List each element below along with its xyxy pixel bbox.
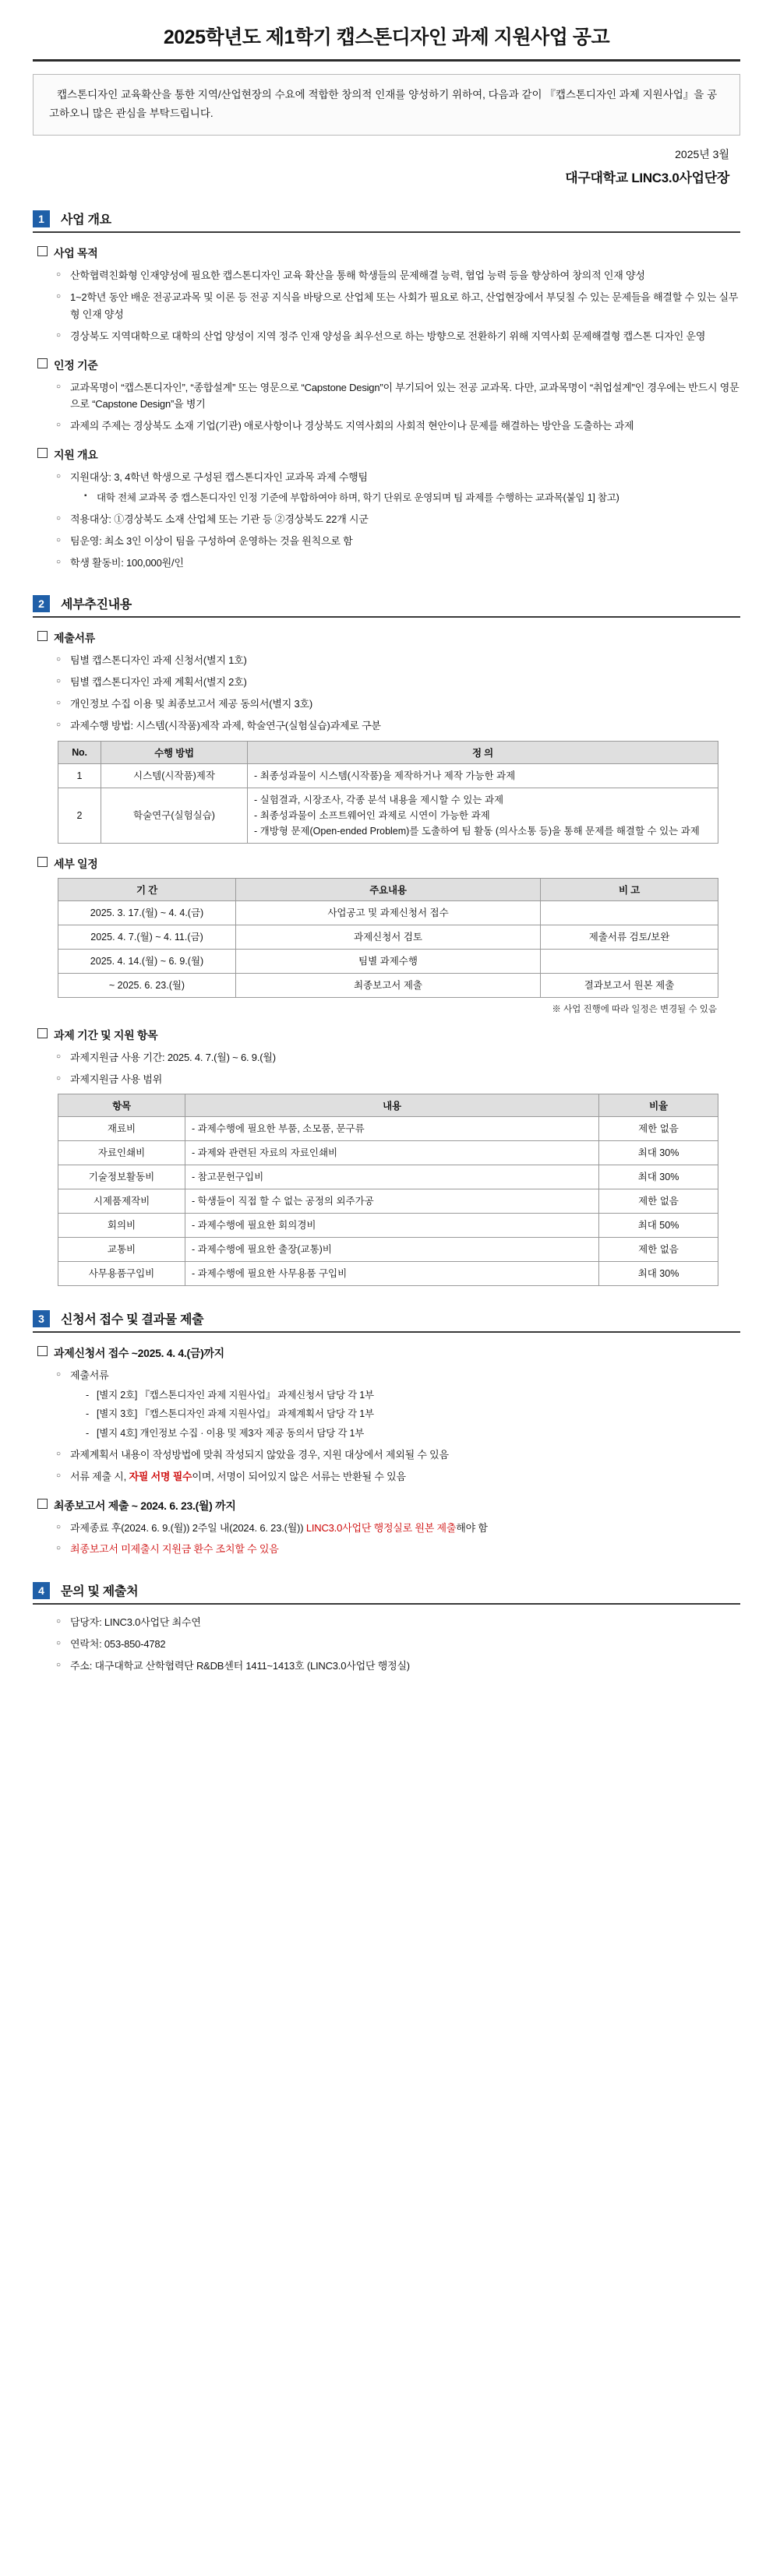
section-number-4: 4	[33, 1582, 50, 1599]
support-list	[33, 469, 740, 571]
table-cell: - 과제수행에 필요한 사무용품 구입비	[185, 1262, 599, 1286]
list-item: ○ 교과목명이 “캡스톤디자인”, “종합설계” 또는 영문으로 “Capstone Design”이 부기되어 있는 전공 교과목. 다만, 교과목명이 “취업설계”인 경우에는 반드시 영문으로 “Capstone Design”을 병기	[56, 379, 740, 414]
table-cell: 최대 30%	[599, 1262, 718, 1286]
section-heading-4	[33, 1581, 740, 1605]
list-item-text: 지원대상: 3, 4학년 학생으로 구성된 캡스톤디자인 교과목 과제 수행팀	[70, 471, 368, 484]
table-header-row	[58, 878, 718, 900]
table-cell: 회의비	[58, 1214, 185, 1238]
column-header: 내용	[185, 1094, 599, 1117]
list-item	[56, 1367, 740, 1442]
column-header: 기 간	[58, 878, 236, 900]
table-cell	[248, 788, 718, 843]
intro-text: 캡스톤디자인 교육확산을 통한 지역/산업현장의 수요에 적합한 창의적 인재를 양성하기 위하여, 다음과 같이 『캡스톤디자인 과제 지원사업』을 공고하오니 많은 관심을 부탁드립니다.	[49, 89, 718, 119]
list-item	[56, 469, 740, 506]
list-item: ○ 1~2학년 동안 배운 전공교과목 및 이론 등 전공 지식을 바탕으로 산업체 또는 사회가 필요로 하고, 산업현장에서 부딪칠 수 있는 문제들을 해결할 수 있는 실무형 인재 양성	[56, 289, 740, 323]
table-cell: 재료비	[58, 1117, 185, 1141]
section-title-4: 문의 및 제출처	[61, 1585, 139, 1599]
list-item: ○ 연락처: 053-850-4782	[56, 1636, 740, 1653]
schedule-note: ※ 사업 진행에 따라 일정은 변경될 수 있음	[552, 1004, 717, 1014]
table-cell: - 참고문헌구입비	[185, 1165, 599, 1189]
section-title-2: 세부추진내용	[61, 598, 132, 612]
table-cell: 사무용품구입비	[58, 1262, 185, 1286]
subheading-purpose-label: 사업 목적	[54, 247, 98, 260]
table-cell: 최대 30%	[599, 1165, 718, 1189]
list-item: ○ 과제계획서 내용이 작성방법에 맞춰 작성되지 않았을 경우, 지원 대상에서 제외될 수 있음	[56, 1447, 740, 1464]
table-row	[58, 1262, 718, 1286]
list-item: ○ 팀운영: 최소 3인 이상이 팀을 구성하여 운영하는 것을 원칙으로 함	[56, 533, 740, 550]
final-report-highlight: LINC3.0사업단 행정실로 원본 제출	[305, 1521, 457, 1534]
column-header: No.	[58, 741, 101, 763]
list-item: ○ 산학협력친화형 인재양성에 필요한 캡스톤디자인 교육 확산을 통해 학생들의 문제해결 능력, 협업 능력 등을 향상하여 창의적 인재 양성	[56, 267, 740, 284]
list-item: ○ 서류 제출 시, 자필 서명 필수이며, 서명이 되어있지 않은 서류는 반환될 수 있음	[56, 1468, 740, 1485]
table-cell: - 학생들이 직접 할 수 없는 공정의 외주가공	[185, 1189, 599, 1214]
table-header-row	[58, 1094, 718, 1117]
subheading-period	[37, 1027, 740, 1043]
list-item-text: 제출서류	[70, 1369, 109, 1382]
list-item: ○ 주소: 대구대학교 산학협력단 R&DB센터 1411~1413호 (LINC3.0사업단 행정실)	[56, 1658, 740, 1675]
list-item: ○ 팀별 캡스톤디자인 과제 계획서(별지 2호)	[56, 674, 740, 691]
purpose-list	[33, 267, 740, 344]
column-header: 항목	[58, 1094, 185, 1117]
column-header: 정 의	[248, 741, 718, 763]
subheading-documents	[37, 630, 740, 646]
table-cell: 1	[58, 763, 101, 788]
list-item: ○ 과제지원금 사용 기간: 2025. 4. 7.(월) ~ 6. 9.(월)	[56, 1049, 740, 1066]
subheading-period-label: 과제 기간 및 지원 항목	[54, 1028, 158, 1041]
table-cell: 제한 없음	[599, 1189, 718, 1214]
list-item: ○ 과제의 주제는 경상북도 소재 기업(기관) 애로사항이나 경상북도 지역사회의 사회적 현안이나 문제를 해결하는 방안을 도출하는 과제	[56, 418, 740, 435]
period-list	[33, 1049, 740, 1088]
table-cell: ~ 2025. 6. 23.(월)	[58, 973, 236, 997]
list-item: ○ 학생 활동비: 100,000원/인	[56, 555, 740, 572]
table-cell: 제출서류 검토/보완	[541, 925, 718, 949]
table-cell: - 과제수행에 필요한 출장(교통)비	[185, 1238, 599, 1262]
square-bullet-icon	[37, 1028, 48, 1038]
criteria-list	[33, 379, 740, 435]
schedule-table	[58, 878, 718, 998]
table-cell: - 과제와 관련된 자료의 자료인쇄비	[185, 1141, 599, 1165]
table-cell-line: - 최종성과물이 시스템(시작품)을 제작하거나 제작 가능한 과제	[254, 770, 516, 781]
table-cell: 최종보고서 제출	[236, 973, 541, 997]
subheading-schedule	[37, 856, 740, 872]
table-cell: 사업공고 및 과제신청서 접수	[236, 900, 541, 925]
budget-table	[58, 1094, 718, 1286]
square-bullet-icon	[37, 631, 48, 641]
documents-list	[33, 652, 740, 734]
section-number-3: 3	[33, 1310, 50, 1327]
table-row	[58, 1189, 718, 1214]
subheading-schedule-label: 세부 일정	[54, 857, 98, 870]
list-item: ▪ 대학 전체 교과목 중 캡스톤디자인 인정 기준에 부합하여야 하며, 학기 단위로 운영되며 팀 과제를 수행하는 교과목(붙임 1] 참고)	[84, 490, 740, 506]
table-cell: 팀별 과제수행	[236, 949, 541, 973]
table-row	[58, 1214, 718, 1238]
subheading-support	[37, 447, 740, 463]
table-cell: 학술연구(실험실습)	[101, 788, 248, 843]
table-cell-line: - 실험결과, 시장조사, 각종 분석 내용을 제시할 수 있는 과제	[254, 794, 504, 805]
table-cell: 제한 없음	[599, 1117, 718, 1141]
section-heading-2	[33, 594, 740, 618]
application-list	[33, 1367, 740, 1485]
column-header: 주요내용	[236, 878, 541, 900]
sign-date: 2025년 3월	[675, 148, 729, 161]
table-cell: 시제품제작비	[58, 1189, 185, 1214]
table-cell	[541, 900, 718, 925]
table-cell: 2025. 4. 14.(월) ~ 6. 9.(월)	[58, 949, 236, 973]
subheading-application	[37, 1345, 740, 1361]
section-title-3: 신청서 접수 및 결과물 제출	[61, 1313, 204, 1327]
table-row	[58, 1141, 718, 1165]
table-cell: 2025. 3. 17.(월) ~ 4. 4.(금)	[58, 900, 236, 925]
contact-list	[33, 1614, 740, 1674]
list-item: - [별지 2호] 『캡스톤디자인 과제 지원사업』 과제신청서 담당 각 1부	[86, 1387, 740, 1404]
table-row	[58, 763, 718, 788]
subheading-purpose	[37, 245, 740, 261]
list-item: ○ 개인정보 수집 이용 및 최종보고서 제공 동의서(별지 3호)	[56, 696, 740, 713]
column-header: 비 고	[541, 878, 718, 900]
table-cell	[541, 949, 718, 973]
table-row	[58, 1165, 718, 1189]
table-cell: 시스템(시작품)제작	[101, 763, 248, 788]
subheading-application-label: 과제신청서 접수 ~2025. 4. 4.(금)까지	[54, 1347, 224, 1360]
list-item: ○ 담당자: LINC3.0사업단 최수연	[56, 1614, 740, 1631]
list-item: ○ 과제종료 후(2024. 6. 9.(월)) 2주일 내(2024. 6. 23.(월)) LINC3.0사업단 행정실로 원본 제출해야 함	[56, 1520, 740, 1537]
table-cell	[248, 763, 718, 788]
square-bullet-icon	[37, 448, 48, 458]
final-report-list	[33, 1520, 740, 1559]
list-item: - [별지 4호] 개인정보 수집 · 이용 및 제3자 제공 동의서 담당 각 1부	[86, 1425, 740, 1442]
table-row	[58, 949, 718, 973]
table-row	[58, 973, 718, 997]
square-bullet-icon	[37, 1499, 48, 1509]
section-title-1: 사업 개요	[61, 213, 111, 227]
section-number-1: 1	[33, 210, 50, 227]
signature-required-text: 자필 서명 필수	[129, 1470, 192, 1482]
subheading-final-report	[37, 1498, 740, 1514]
column-header: 수행 방법	[101, 741, 248, 763]
subheading-criteria	[37, 358, 740, 373]
section-heading-3	[33, 1309, 740, 1333]
intro-box	[33, 74, 740, 136]
column-header: 비율	[599, 1094, 718, 1117]
page-title: 2025학년도 제1학기 캡스톤디자인 과제 지원사업 공고	[33, 14, 740, 62]
subheading-documents-label: 제출서류	[54, 632, 95, 645]
list-item: ○ 팀별 캡스톤디자인 과제 신청서(별지 1호)	[56, 652, 740, 669]
list-item: ○ 경상북도 지역대학으로 대학의 산업 양성이 지역 정주 인재 양성을 최우선으로 하는 방향으로 전환하기 위해 지역사회 문제해결형 캡스톤 디자인 운영	[56, 328, 740, 345]
table-row	[58, 1238, 718, 1262]
table-cell: 2	[58, 788, 101, 843]
section-heading-1	[33, 210, 740, 233]
table-row	[58, 925, 718, 949]
table-cell: 자료인쇄비	[58, 1141, 185, 1165]
subheading-criteria-label: 인정 기준	[54, 358, 98, 372]
method-table	[58, 741, 718, 844]
list-item: ○ 적용대상: ①경상북도 소재 산업체 또는 기관 등 ②경상북도 22개 시군	[56, 511, 740, 528]
table-cell: 최대 50%	[599, 1214, 718, 1238]
table-cell: 교통비	[58, 1238, 185, 1262]
section-number-2: 2	[33, 595, 50, 612]
table-row	[58, 1117, 718, 1141]
application-sublist	[70, 1387, 740, 1442]
subheading-support-label: 지원 개요	[54, 449, 98, 462]
table-cell-line: - 개방형 문제(Open-ended Problem)를 도출하여 팀 활동 (의사소통 등)을 통해 문제를 해결할 수 있는 과제	[254, 825, 700, 837]
table-cell: 기술정보활동비	[58, 1165, 185, 1189]
table-cell: 최대 30%	[599, 1141, 718, 1165]
list-item: ○ 과제지원금 사용 범위	[56, 1071, 740, 1088]
list-item: - [별지 3호] 『캡스톤디자인 과제 지원사업』 과제계획서 담당 각 1부	[86, 1406, 740, 1422]
square-bullet-icon	[37, 358, 48, 368]
table-cell: - 과제수행에 필요한 부품, 소모품, 문구류	[185, 1117, 599, 1141]
sign-organization: 대구대학교 LINC3.0사업단장	[565, 171, 729, 186]
square-bullet-icon	[37, 857, 48, 867]
support-sublist	[70, 490, 740, 506]
table-header-row	[58, 741, 718, 763]
table-cell: 결과보고서 원본 제출	[541, 973, 718, 997]
table-cell: 2025. 4. 7.(월) ~ 4. 11.(금)	[58, 925, 236, 949]
square-bullet-icon	[37, 1346, 48, 1356]
table-cell: - 과제수행에 필요한 회의경비	[185, 1214, 599, 1238]
table-cell: 과제신청서 검토	[236, 925, 541, 949]
table-cell: 제한 없음	[599, 1238, 718, 1262]
table-cell-line: - 최종성과물이 소프트웨어인 과제로 시연이 가능한 과제	[254, 809, 490, 821]
table-row	[58, 788, 718, 843]
list-item: ○ 과제수행 방법: 시스템(시작품)제작 과제, 학술연구(실험실습)과제로 구분	[56, 717, 740, 735]
square-bullet-icon	[37, 246, 48, 256]
table-row	[58, 900, 718, 925]
list-item: ○ 최종보고서 미제출시 지원금 환수 조치할 수 있음	[56, 1541, 740, 1558]
subheading-final-report-label: 최종보고서 제출 ~ 2024. 6. 23.(월) 까지	[54, 1499, 236, 1512]
